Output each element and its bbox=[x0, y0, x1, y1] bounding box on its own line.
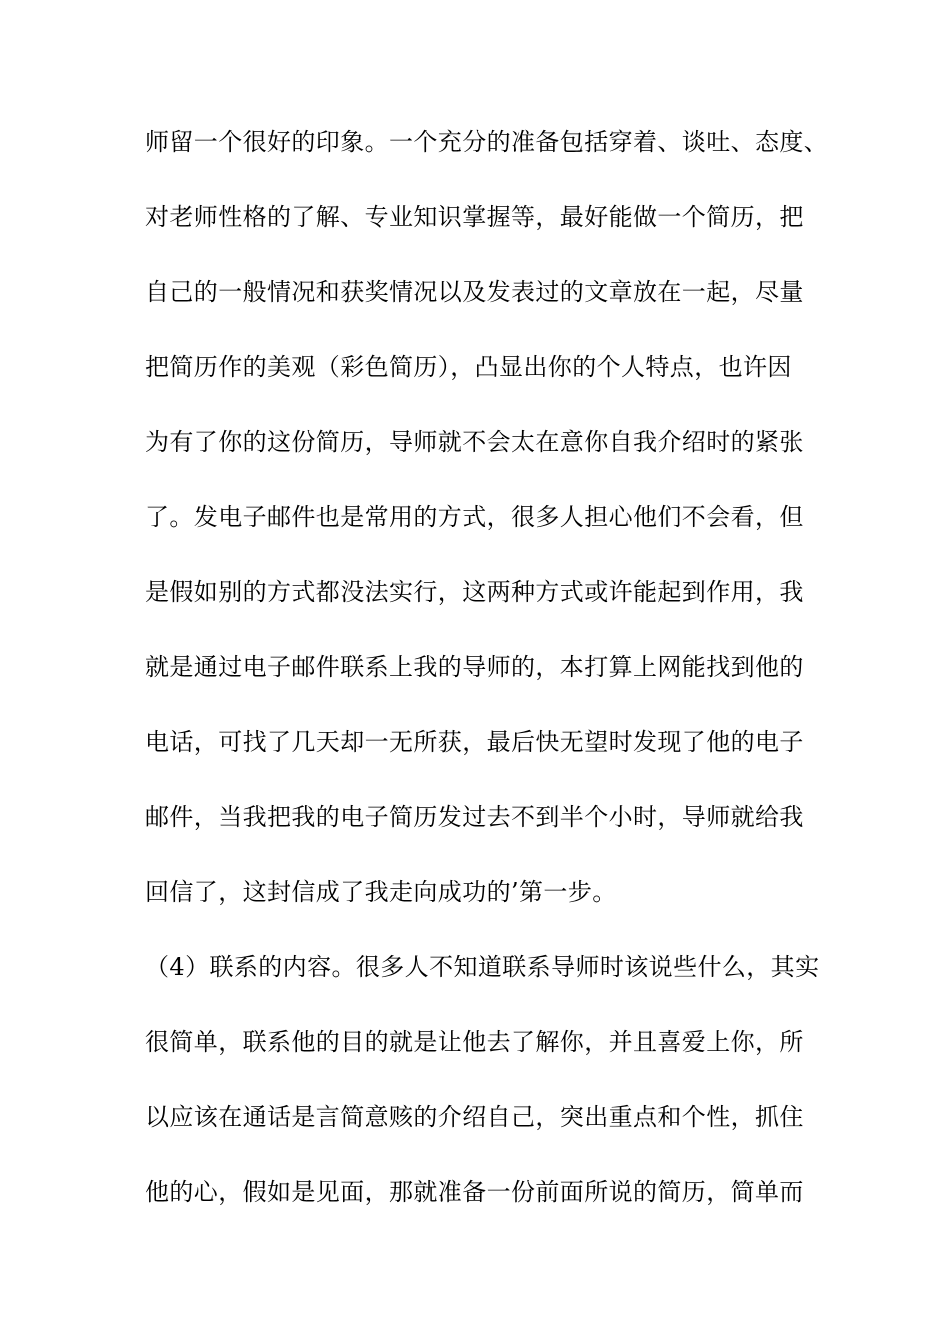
text-line-5: 为有了你的这份简历，导师就不会太在意你自我介绍时的紧张 bbox=[145, 428, 804, 456]
body-text bbox=[145, 124, 845, 1249]
text-line-1: 师留一个很好的印象。一个充分的准备包括穿着、谈吐、态度、 bbox=[145, 128, 829, 156]
text-line-13: 很简单，联系他的目的就是让他去了解你，并且喜爱上你，所 bbox=[145, 1028, 804, 1056]
text-line-11: 回信了，这封信成了我走向成功的’第一步。 bbox=[145, 878, 617, 906]
text-line-2: 对老师性格的了解、专业知识掌握等，最好能做一个简历，把 bbox=[145, 203, 804, 231]
text-line-8: 就是通过电子邮件联系上我的导师的，本打算上网能找到他的 bbox=[145, 653, 804, 681]
text-line-6: 了。发电子邮件也是常用的方式，很多人担心他们不会看，但 bbox=[145, 503, 804, 531]
text-line-14: 以应该在通话是言简意赅的介绍自己，突出重点和个性，抓住 bbox=[145, 1103, 804, 1131]
text-line-15: 他的心，假如是见面，那就准备一份前面所说的简历，简单而 bbox=[145, 1178, 804, 1206]
text-line-7: 是假如别的方式都没法实行，这两种方式或许能起到作用，我 bbox=[145, 578, 804, 606]
text-line-12: （4）联系的内容。很多人不知道联系导师时该说些什么，其实 bbox=[145, 953, 820, 981]
text-line-3: 自己的一般情况和获奖情况以及发表过的文章放在一起，尽量 bbox=[145, 278, 804, 306]
text-line-10: 邮件，当我把我的电子简历发过去不到半个小时，导师就给我 bbox=[145, 803, 804, 831]
text-line-4: 把简历作的美观（彩色简历），凸显出你的个人特点，也许因 bbox=[145, 353, 792, 381]
text-line-9: 电话，可找了几天却一无所获，最后快无望时发现了他的电子 bbox=[145, 728, 804, 756]
